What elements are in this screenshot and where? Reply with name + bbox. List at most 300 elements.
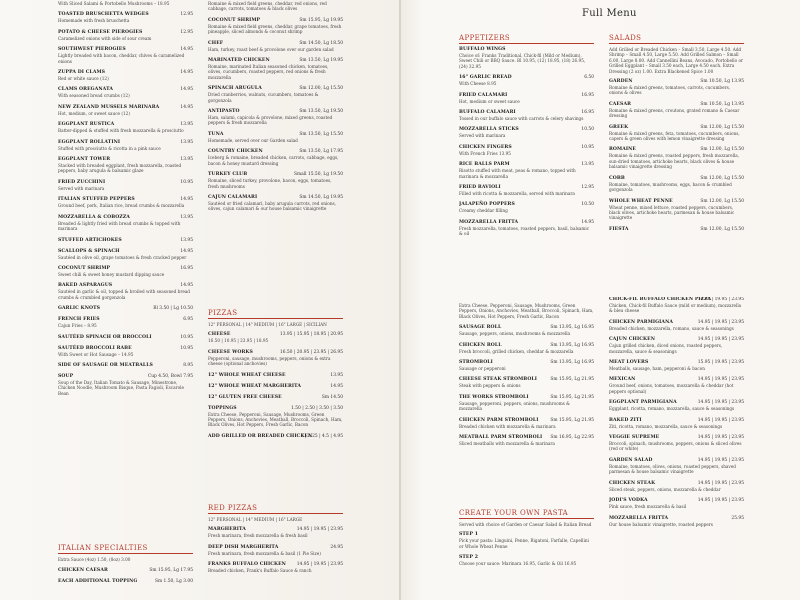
item-description: Sautéed or fried calamari, baby arugula carrots, red onions, olives, cajun calamari & our house balsamic vinaigrette (208, 200, 336, 212)
menu-item (459, 185, 594, 196)
item-price: Sm 13.50, Lg 15.50 (299, 131, 343, 137)
menu-item (609, 147, 744, 169)
item-price: Small 15.50, Lg 19.50 (293, 172, 343, 178)
item-price: 14.95 | 19.95 | 23.95 (697, 319, 744, 325)
item-description: Romaine, marinated Italian seasoned chicken, tomatoes, olives, cucumbers, roasted peppers, red onions & fresh mozzarella (208, 64, 329, 80)
menu-item (58, 283, 193, 300)
menu-item (208, 395, 343, 400)
item-name: JODI'S VODKA (609, 498, 648, 504)
column-salads-continued (208, 0, 343, 218)
item-price: 12.95 (180, 12, 193, 18)
item-description: Sweet chili & sweet honey mustard dipping sauce (58, 271, 165, 277)
menu-item (208, 373, 343, 378)
item-description: Ziti, ricotta, romano, mozzarella, sauce & seasonings (609, 423, 723, 429)
item-description: With French Fries 13.95 (459, 150, 511, 156)
menu-item (208, 86, 343, 103)
column-create-pasta (459, 505, 594, 573)
item-description: Choice of: Franks Traditional, Chick-fil (Mild or Medium), Sweet Chili or BBQ Sauce. Bl 10.95, (12) 18.95, (18) 26.95, (24) 32.95 (459, 53, 586, 69)
item-description: Served with marinara (58, 185, 105, 191)
item-description: Red or white sauce (12) (58, 76, 109, 82)
item-price: 13.95 (330, 372, 343, 378)
item-name: ITALIAN STUFFED PEPPERS (58, 197, 135, 203)
menu-item (459, 127, 594, 138)
item-price: 3 | 3.25 | 4.5 | 4.95 (300, 433, 343, 439)
item-description: Ham, turkey, roast beef & provolone over our garden salad (208, 46, 334, 52)
size-header: 12" PERSONAL | 14" MEDIUM | 16" LARGE (208, 517, 303, 522)
menu-item (609, 297, 744, 314)
item-name: JALAPEÑO POPPERS (459, 202, 515, 208)
menu-item (609, 400, 744, 411)
item-description: Fresh mozzarella, tomatoes, roasted peppers, basil, balsamic & oil (459, 225, 590, 237)
item-name: CHICKEN FINGERS (459, 144, 512, 150)
item-price: Sm 12.00, Lg 15.50 (700, 124, 744, 130)
menu-item (58, 70, 193, 81)
item-description: Steak with peppers & onions (459, 383, 521, 389)
item-price: Sm 12.00, Lg 15.50 (700, 226, 744, 232)
item-name: 12" WHOLE WHEAT CHEESE (208, 372, 286, 378)
menu-item (58, 105, 193, 116)
item-price: Sm 13.50, Lg 19.50 (299, 109, 343, 115)
item-name: BAKED ASPARAGUS (58, 283, 113, 289)
item-name: POTATO & CHEESE PIEROGIES (58, 29, 143, 35)
menu-item (459, 47, 594, 69)
item-price: 16.50 | 20.95 | 23.95 | 26.95 (279, 349, 343, 355)
menu-item (208, 109, 343, 126)
menu-item (58, 140, 193, 151)
item-price: 14.95 (180, 197, 193, 203)
item-name: MOZZARELLA & COBOZZA (58, 214, 130, 220)
item-description: Romaine & mixed greens, roasted peppers, fresh mozzarella, sun-dried tomatoes, artichoke hearts, black olives & house balsamic vinaigrette dressing (609, 153, 740, 170)
item-description: Dried cranberries, walnuts, cucumbers, tomatoes & gorgonzola (208, 92, 319, 103)
menu-item (208, 149, 343, 166)
menu-item (58, 346, 193, 357)
item-name: STROMBOLI (459, 360, 493, 366)
item-description: Cajun Fries – 8.95 (58, 323, 97, 329)
item-name: TOPPINGS (208, 405, 237, 411)
item-price: Sm 13.95, Lg 16.95 (550, 342, 594, 348)
item-price: Sm 15.95, Lg 17.95 (149, 568, 193, 574)
menu-item (208, 41, 343, 52)
item-name: STEP 2 (459, 555, 479, 561)
item-price: Sm 12.00, Lg 15.50 (700, 147, 744, 153)
page-gutter (399, 0, 401, 600)
item-description: Risotto stuffed with meat, peas & romano, topped with marinara & mozzarella (459, 168, 576, 179)
item-description: Our house balsamic vinaigrette, roasted peppers (609, 521, 713, 527)
menu-item (459, 343, 594, 354)
item-name: VEGGIE SUPREME (609, 435, 660, 441)
item-price: 14.95 | 19.95 | 23.95 (296, 527, 343, 533)
item-name: CHICKEN PARMIGIANA (609, 319, 674, 325)
item-name: FRANKS BUFFALO CHICKEN (208, 562, 286, 568)
section-title: PIZZAS (208, 309, 343, 319)
menu-item (609, 360, 744, 371)
item-description: Breaded chicken, mozzarella, romano, sauce & seasonings (609, 325, 734, 331)
item-price: 14.95 (330, 383, 343, 389)
menu-item (208, 434, 343, 439)
menu-item (609, 418, 744, 429)
menu-item (459, 395, 594, 412)
item-description: Romaine & mixed greens, tomatoes, carrots, cucumbers, onions & olives (609, 85, 731, 96)
item-description: Sautéed in olive oil, grape tomatoes & fresh cracked pepper (58, 254, 187, 260)
item-price: 24.95 (330, 544, 343, 550)
item-name: BAKED ZITI (609, 417, 642, 423)
item-description: With Sliced Salami & Portobello Mushrooms – 18.95 (58, 1, 170, 6)
menu-item (208, 195, 343, 212)
menu-item (58, 1, 193, 6)
item-description: Stacked with breaded eggplant, fresh mozzarella, roasted peppers, baby arugula & balsamic glaze (58, 163, 182, 174)
item-price: 14.95 (180, 70, 193, 76)
item-description: Caramelized onions with side of sour cream (58, 35, 152, 41)
item-price: Sm 13.50, Lg 19.95 (299, 58, 343, 64)
menu-item (609, 227, 744, 232)
item-name: GARDEN (609, 79, 633, 85)
item-price: 13.95 (180, 157, 193, 163)
item-description: Pepperoni, sausage, mushrooms, peppers, onions & extra cheese (optional anchovies) (208, 355, 331, 367)
menu-item (208, 527, 343, 538)
menu-item (609, 337, 744, 354)
item-name: COBB (609, 175, 625, 181)
item-name: TOASTED BRUSCHETTA WEDGES (58, 12, 149, 18)
item-name: EGGPLANT PARMIGIANA (609, 400, 677, 406)
item-price: 10.95 (180, 334, 193, 340)
item-name: COCONUT SHRIMP (58, 265, 111, 271)
menu-item (459, 360, 594, 371)
item-name: MARINATED CHICKEN (208, 58, 270, 64)
item-price: 13.95 (180, 122, 193, 128)
item-price: 16.95 (581, 110, 594, 116)
item-description: Homemade with fresh bruschetta (58, 18, 130, 24)
item-name: WHOLE WHEAT PENNE (609, 198, 673, 204)
menu-item (58, 306, 193, 311)
item-name: BUFFALO CALAMARI (459, 110, 516, 116)
item-price: 16.95 (180, 265, 193, 271)
item-name: GARDEN SALAD (609, 457, 653, 463)
item-description: With seasoned bread crumbs (12) (58, 93, 130, 99)
item-price: 14.95 (180, 104, 193, 110)
item-description: Creamy cheddar filling (459, 208, 508, 214)
item-description: Sliced steak, peppers, onions, mozzarella & cheddar (609, 486, 721, 492)
item-description: Romaine, sliced turkey, provolone, bacon, eggs, tomatoes, fresh mushrooms (208, 178, 332, 189)
item-name: SIDE OF SAUSAGE OR MEATBALLS (58, 362, 153, 368)
menu-item (609, 435, 744, 452)
item-description: Sautéed in garlic & oil, topped & broiled with seasoned bread crumbs & crumbled gorgonzola (58, 289, 190, 300)
menu-item (459, 110, 594, 121)
item-name: CHICKEN PARM STROMBOLI (459, 417, 539, 423)
item-name: CHICKEN STEAK (609, 480, 656, 486)
menu-item (58, 215, 193, 232)
item-description: Sliced meatballs with mozzarella & marinara (459, 441, 555, 447)
item-price: Sm 13.95, Lg 16.95 (550, 325, 594, 331)
menu-item (208, 350, 343, 367)
item-price: Sm 1.50, Lg 3.00 (154, 579, 193, 585)
menu-item (459, 162, 594, 179)
section-title: CREATE YOUR OWN PASTA (459, 509, 594, 519)
menu-item (459, 145, 594, 156)
item-name: CAJUN CHICKEN (609, 337, 655, 343)
item-price: 13.95 (180, 139, 193, 145)
menu-item (459, 75, 594, 86)
item-price: 13.95 | 15.95 | 18.95 | 20.95 (279, 332, 343, 338)
section-title: ITALIAN SPECIALTIES (58, 544, 193, 554)
column-red-pizzas (208, 500, 343, 580)
item-price: 14.95 | 19.95 | 23.95 (697, 480, 744, 486)
menu-item (609, 481, 744, 492)
menu-item (609, 79, 744, 96)
menu-item (609, 516, 744, 527)
item-name: CHICKEN ROLL (459, 342, 502, 348)
item-description: Romaine, tomatoes, mushrooms, eggs, bacon & crumbled gorgonzola (609, 181, 732, 193)
item-name: EACH ADDITIONAL TOPPING (58, 579, 138, 585)
item-price: 14.95 | 19.95 | 23.95 (697, 498, 744, 504)
item-description: Homemade, served over our Garden salad (208, 137, 298, 143)
item-price: 14.95 | 19.95 | 23.95 (296, 562, 343, 568)
item-description: Ham, salami, capicola & provolone, mixed greens, roasted peppers & fresh mozzarella (208, 115, 333, 126)
item-price: Sm 14.50, Lg 18.50 (299, 40, 343, 46)
item-description: Soup of the Day, Italian Tomato & Sausage, Minestrone, Chicken Noodle, Mushroom Bisque, Pasta Fagioli, Escarole Bean (58, 379, 184, 396)
item-name: SPINACH ARUGULA (208, 86, 262, 92)
menu-item (58, 249, 193, 260)
item-name: FRIED CALAMARI (459, 92, 508, 98)
item-price: 14.95 | 19.95 | 23.95 (697, 297, 744, 302)
menu-item (609, 458, 744, 475)
item-price: Sm 16.95, Lg 22.95 (550, 435, 594, 441)
item-name: ZUPPA DI CLAMS (58, 70, 106, 76)
item-price: 14.95 (180, 283, 193, 289)
item-name: 16" GARLIC BREAD (459, 75, 512, 81)
item-price: 14.95 | 19.95 | 23.95 (697, 377, 744, 383)
menu-item (58, 363, 193, 368)
item-price: 10.95 (581, 144, 594, 150)
item-price: 8.95 (183, 362, 193, 368)
menu-item (58, 12, 193, 23)
item-description: Sausage or pepperoni (459, 366, 506, 372)
menu-item (58, 374, 193, 396)
item-name: MARGHERITA (208, 527, 246, 533)
item-name: COUNTRY CHICKEN (208, 149, 263, 155)
item-description: Stuffed with prosciutto & ricotta in a pink sauce (58, 145, 161, 151)
column-appetizers (459, 30, 594, 243)
menu-item (58, 157, 193, 174)
item-name: FRIED RAVIOLI (459, 185, 501, 191)
item-name: STEP 1 (459, 532, 479, 538)
menu-item (459, 303, 594, 319)
menu-item (609, 199, 744, 221)
item-price: Sm 15.95, Lg 21.95 (550, 417, 594, 423)
item-description: Extra Cheese, Pepperoni, Sausage, Mushrooms, Green Peppers, Onions, Anchovies, Meatball, Broccoli, Spinach, Ham, Black Olives, Hot Peppers, Fresh Garlic, Bacon (208, 411, 343, 428)
item-description: Romaine & mixed field greens, cheddar, grape tomatoes, fresh pineapple, sliced almonds & coconut shrimp (208, 23, 342, 35)
item-name: CHICK-FIL BUFFALO CHICKEN PIZZA (609, 297, 712, 302)
menu-item (459, 93, 594, 104)
item-description: Romaine & mixed field greens, cheddar, red onions, red cabbage, carrots, tomatoes & black olives (208, 1, 327, 12)
item-name: DEEP DISH MARGHERITA (208, 544, 279, 550)
item-name: BUFFALO WINGS (459, 47, 506, 52)
item-name: CHEESE STEAK STROMBOLI (459, 377, 537, 383)
item-name: CHEF (208, 40, 224, 46)
menu-item (58, 87, 193, 98)
section-title: RED PIZZAS (208, 504, 343, 514)
item-price: Sm 10.50, Lg 13.95 (700, 79, 744, 85)
item-name: MEATBALL PARM STROMBOLI (459, 435, 543, 441)
section-title: SALADS (609, 34, 744, 44)
item-description: Ground beef, pork, Italian rice, bread crumbs & mozzarella (58, 203, 185, 209)
item-description: Extra Sauce (4oz) 1.50, (8oz) 3.00 (58, 557, 131, 562)
menu-item (459, 418, 594, 429)
menu-item (459, 532, 594, 549)
item-description: Sausage, pepperoni, peppers, onions, mushrooms & mozzarella (459, 400, 570, 412)
menu-item (58, 180, 193, 191)
menu-item (609, 102, 744, 119)
item-description: With Cheese 8.95 (459, 81, 497, 87)
item-price: Sm 12.00, Lg 15.50 (700, 175, 744, 181)
item-name: COCONUT SHRIMP (208, 17, 261, 23)
menu-item (58, 197, 193, 208)
item-price: 10.95 (180, 345, 193, 351)
item-name: GARLIC KNOTS (58, 306, 101, 312)
menu-item (459, 435, 594, 446)
item-description: Wheat penne, mixed lettuce, roasted peppers, cucumbers, black olives, artichoke hearts, parmesan & house balsamic vinaigrette (609, 204, 735, 221)
item-name: SAUTÉED BROCCOLI RABE (58, 345, 132, 351)
menu-item (208, 132, 343, 143)
item-description: Batter-dipped & stuffed with fresh mozzarella & prosciutto (58, 128, 184, 134)
column-pizzas (208, 305, 343, 445)
item-name: NEW ZEALAND MUSSELS MARINARA (58, 104, 160, 110)
item-name: EGGPLANT ROLLATINI (58, 139, 121, 145)
menu-item (609, 176, 744, 193)
menu-item (609, 377, 744, 394)
item-description: Hot, medium or sweet sauce (459, 98, 520, 104)
item-description: 16.50 | 10.95 | 23.95 | 18.95 (208, 338, 269, 344)
item-name: TUNA (208, 131, 224, 137)
item-description: Romaine, tomatoes, olives, onions, roasted peppers, shaved parmesan & house balsamic vinaigrette (609, 463, 736, 475)
item-price: Bl 3.50 | Lg 10.50 (153, 306, 193, 312)
item-price: 6.50 (584, 75, 594, 81)
column-rolls-strombolis (459, 302, 594, 452)
item-description: Hot, medium, or sweet sauce (12) (58, 110, 130, 116)
item-price: 14.95 | 19.95 | 23.95 (697, 400, 744, 406)
item-price: 12.95 (581, 185, 594, 191)
item-price: 10.50 (581, 127, 594, 133)
item-name: STUFFED ARTICHOKES (58, 237, 122, 243)
item-name: CHEESE (208, 332, 231, 338)
item-name: MEXICAN (609, 377, 636, 383)
item-description: Iceberg & romaine, breaded chicken, carrots, cabbage, eggs, bacon & honey mustard dressing (208, 155, 339, 166)
item-price: 10.95 (180, 179, 193, 185)
item-description: Breaded chicken, Frank's Buffalo Sauce & ranch (208, 568, 312, 574)
item-name: 12" GLUTEN FREE CHEESE (208, 394, 282, 400)
menu-item (58, 579, 193, 584)
item-name: ANTIPASTO (208, 109, 240, 115)
item-name: CHEESE WORKS (208, 349, 253, 355)
item-price: Sm 12.00, Lg 15.50 (700, 198, 744, 204)
item-name: RICE BALLS PARM (459, 162, 510, 168)
item-price: 14.95 | 19.95 | 23.95 (697, 337, 744, 343)
item-description: Pink sauce, fresh mozzarella & basil (609, 504, 687, 510)
item-price: 6.95 (183, 317, 193, 323)
menu-item (609, 498, 744, 509)
item-description: Meatballs, sausage, ham, pepperoni & bacon (609, 366, 705, 372)
item-price: 14.95 (180, 87, 193, 93)
item-price: 15.95 | 19.95 | 23.95 (697, 360, 744, 366)
menu-item (208, 332, 343, 343)
item-name: CAJUN CALAMARI (208, 194, 258, 200)
page-title: Full Menu (582, 8, 637, 19)
menu-item (58, 122, 193, 133)
item-price: Sm 13.50, Lg 17.95 (299, 149, 343, 155)
menu-item (208, 1, 343, 12)
menu-item (208, 545, 343, 556)
menu-item (58, 238, 193, 243)
item-price: 10.50 (581, 202, 594, 208)
item-price: Sm 15.95, Lg 21.95 (550, 377, 594, 383)
item-name: ADD GRILLED OR BREADED CHICKEN (208, 433, 313, 439)
item-price: 25.95 (731, 515, 744, 521)
item-description: Lightly breaded with bacon, cheddar, chives & caramelized onions (58, 53, 185, 64)
item-description: Eggplant, ricotta, romano, mozzarella, sauce & seasonings (609, 406, 735, 412)
item-description: Pick your pasta: Linguini, Penne, Rigatoni, Farfalle, Capellini or Whole Wheat Penne (459, 538, 589, 549)
menu-item (208, 18, 343, 35)
item-price: 14.95 (180, 47, 193, 53)
menu-item (208, 406, 343, 428)
menu-item (58, 47, 193, 64)
menu-item (459, 325, 594, 336)
item-description: Sausage, peppers, onions, mushrooms & mozzarella (459, 331, 571, 337)
item-description: Tossed in our buffalo sauce with carrots & celery shavings (459, 116, 584, 122)
item-price: 14.95 (180, 248, 193, 254)
item-price: 1.50 | 2.50 | 3.50 | 3.50 (291, 405, 343, 411)
menu-item (459, 377, 594, 388)
item-price: 14.95 (581, 219, 594, 225)
pasta-note: Served with choice of Garden or Caesar Salad & Italian Bread (459, 522, 592, 527)
item-description: Fresh marinara, fresh mozzarella & basil (1 Pie Size) (208, 550, 321, 556)
item-price: Sm 12.00, Lg 15.50 (299, 86, 343, 92)
menu-item (459, 202, 594, 213)
item-name: MEAT LOVERS (609, 360, 649, 366)
item-price: 14.95 | 19.95 | 23.95 (697, 457, 744, 463)
item-price: Cup 4.50, Bowl 7.95 (147, 373, 193, 379)
item-description: Chicken, Chick-fil Buffalo Sauce (mild or medium), mozzarella & bleu cheese (609, 303, 742, 314)
item-description: Breaded & lightly fried with bread crumbs & topped with marinara (58, 220, 181, 232)
menu-item (208, 58, 343, 80)
item-name: CAESAR (609, 101, 632, 107)
item-description: Ground beef, onions, tomatoes, mozzarella & cheddar (hot peppers optional) (609, 383, 734, 394)
item-price: Sm 14.50 (321, 394, 343, 400)
menu-item (208, 172, 343, 189)
item-name: EGGPLANT TOWER (58, 157, 111, 163)
menu-item (208, 562, 343, 573)
item-name: ROMAINE (609, 147, 637, 153)
menu-item (208, 384, 343, 389)
item-name: FRIED ZUCCHINI (58, 179, 106, 185)
item-description: Romaine & mixed greens, croutons, grated romano & Caesar dressing (609, 107, 740, 119)
item-price: Sm 14.50, Lg 19.95 (299, 194, 343, 200)
item-description: Extra Cheese, Pepperoni, Sausage, Mushrooms, Green Peppers, Onions, Anchovies, Meatball, Broccoli, Spinach, Ham, Black Olives, Hot Peppers, Fresh Garlic, Bacon (459, 303, 594, 319)
salad-add-ons: Add Grilled or Breaded Chicken – Small 3.50, Large 4.50. Add Shrimp – Small 4.50, Large 5.50. Add Grilled Salmon – Small 6.00, Large 8.00. Add Cannellini Beans, Avocado, Portobello or Grilled Eggplant – Small 3.50 each, Large 4.50 each. Extra Dressing (2 oz) 1.00. Extra Blackened Spice 1.00 (609, 47, 744, 74)
menu-item (609, 320, 744, 331)
item-name: SAUTÉED SPINACH OR BROCCOLI (58, 334, 152, 340)
item-description: Fresh marinara, fresh mozzarella & fresh basil (208, 533, 308, 539)
item-price: Sm 10.50, Lg 13.95 (700, 101, 744, 107)
menu-item (58, 568, 193, 573)
item-name: MOZZARELLA FRITTA (609, 515, 669, 521)
item-description: With Sweet or Hot Sausage – 14.95 (58, 351, 134, 357)
item-name: MOZZARELLA STICKS (459, 127, 519, 133)
menu-item (459, 220, 594, 237)
item-price: Sm 15.95, Lg 21.95 (550, 394, 594, 400)
item-name: CLAMS OREGANATA (58, 87, 114, 93)
item-name: 12" WHOLE WHEAT MARGHERITA (208, 383, 302, 389)
item-description: Cajun grilled chicken, diced onions, roasted peppers, mozzarella, sauce & seasonings (609, 343, 723, 354)
menu-item (58, 317, 193, 328)
